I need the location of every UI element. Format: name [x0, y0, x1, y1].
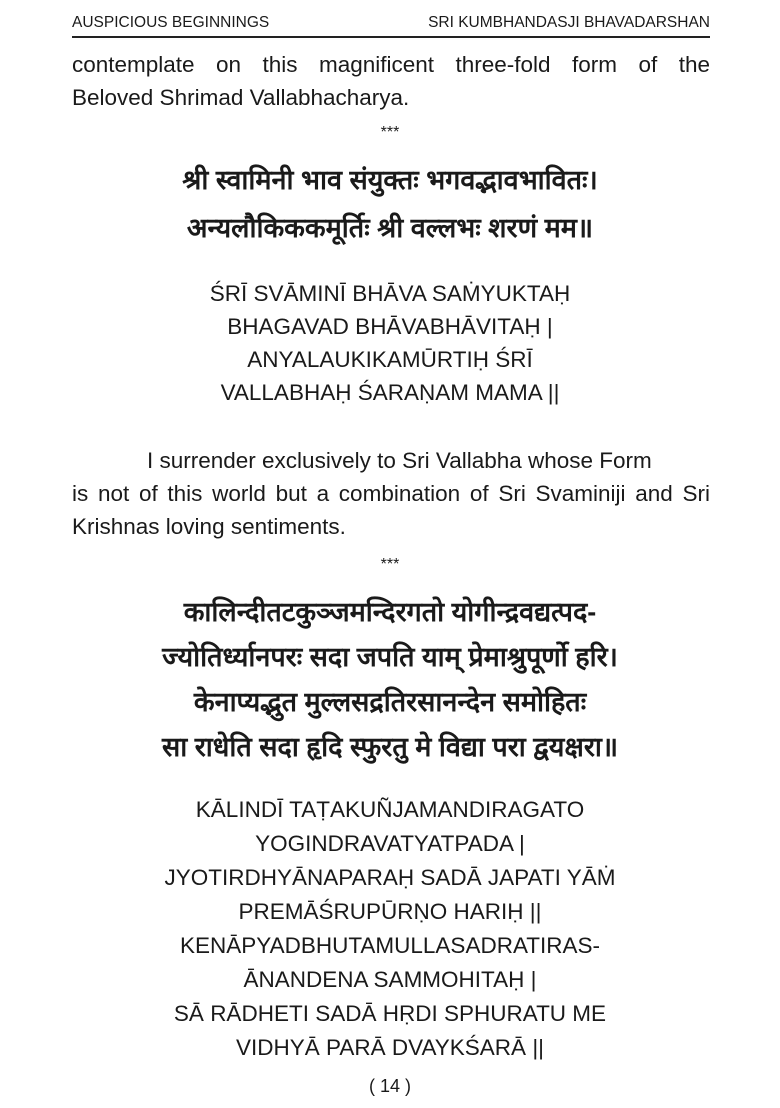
translation-line-1: I surrender exclusively to Sri Vallabha whose Form	[147, 448, 652, 473]
verse2-translit-8: VIDHYĀ PARĀ DVAYKŚARĀ ||	[235, 1035, 545, 1060]
verse2-translit-7: SĀ RĀDHETI SADĀ HṚDI SPHURATU ME	[173, 1001, 607, 1026]
verse2-devanagari-1: कालिन्दीतटकुञ्जमन्दिरगतो योगीन्द्रवद्यत्पद-	[183, 597, 597, 627]
verse1-translit-2: BHAGAVAD BHĀVABHĀVITAḤ |	[227, 314, 553, 339]
verse2-translit-5: KENĀPYADBHUTAMULLASADRATIRAS-	[179, 933, 601, 958]
verse1-devanagari-2: अन्यलौकिककमूर्तिः श्री वल्लभः शरणं मम॥	[186, 213, 594, 243]
verse2-translit-4: PREMĀŚRUPŪRṆO HARIḤ ||	[238, 899, 542, 924]
verse2-devanagari-2: ज्योतिर्ध्यानपरः सदा जपति याम् प्रेमाश्रुपूर्णो हरि।	[162, 642, 618, 672]
intro-line-2: Beloved Shrimad Vallabhacharya.	[72, 85, 410, 110]
verse1-devanagari-1: श्री स्वामिनी भाव संयुक्तः भगवद्भावभावितः।	[182, 165, 598, 195]
verse1-translit-4: VALLABHAḤ ŚARAṆAM MAMA ||	[220, 380, 560, 405]
separator: ***	[380, 556, 400, 573]
verse2-devanagari-3: केनाप्यद्भुत मुल्लसद्रतिरसानन्देन समोहितः	[193, 687, 587, 717]
verse1-translit-1: ŚRĪ SVĀMINĪ BHĀVA SAṀYUKTAḤ	[209, 281, 571, 306]
separator: ***	[380, 124, 400, 141]
intro-line-1: contemplate on this magnificent three-fold form of the	[72, 52, 710, 77]
translation-line-2: is not of this world but a combination of Sri Svaminiji and Sri	[72, 481, 710, 506]
running-header	[72, 12, 710, 38]
header-right: SRI KUMBHANDASJI BHAVADARSHAN	[428, 14, 710, 31]
verse2-translit-3: JYOTIRDHYĀNAPARAḤ SADĀ JAPATI YĀṀ	[164, 865, 616, 890]
translation-line-3: Krishnas loving sentiments.	[72, 514, 346, 539]
verse1-translit-3: ANYALAUKIKAMŪRTIḤ ŚRĪ	[247, 347, 533, 372]
verse2-translit-6: ĀNANDENA SAMMOHITAḤ |	[243, 967, 537, 992]
verse2-translit-1: KĀLINDĪ TAṬAKUÑJAMANDIRAGATO	[195, 797, 585, 822]
verse2-devanagari-4: सा राधेति सदा हृदि स्फुरतु मे विद्या परा द्वयक्षरा॥	[161, 732, 619, 762]
page-number: ( 14 )	[368, 1076, 411, 1096]
verse2-translit-2: YOGINDRAVATYATPADA |	[255, 831, 525, 856]
header-left: AUSPICIOUS BEGINNINGS	[72, 14, 270, 31]
